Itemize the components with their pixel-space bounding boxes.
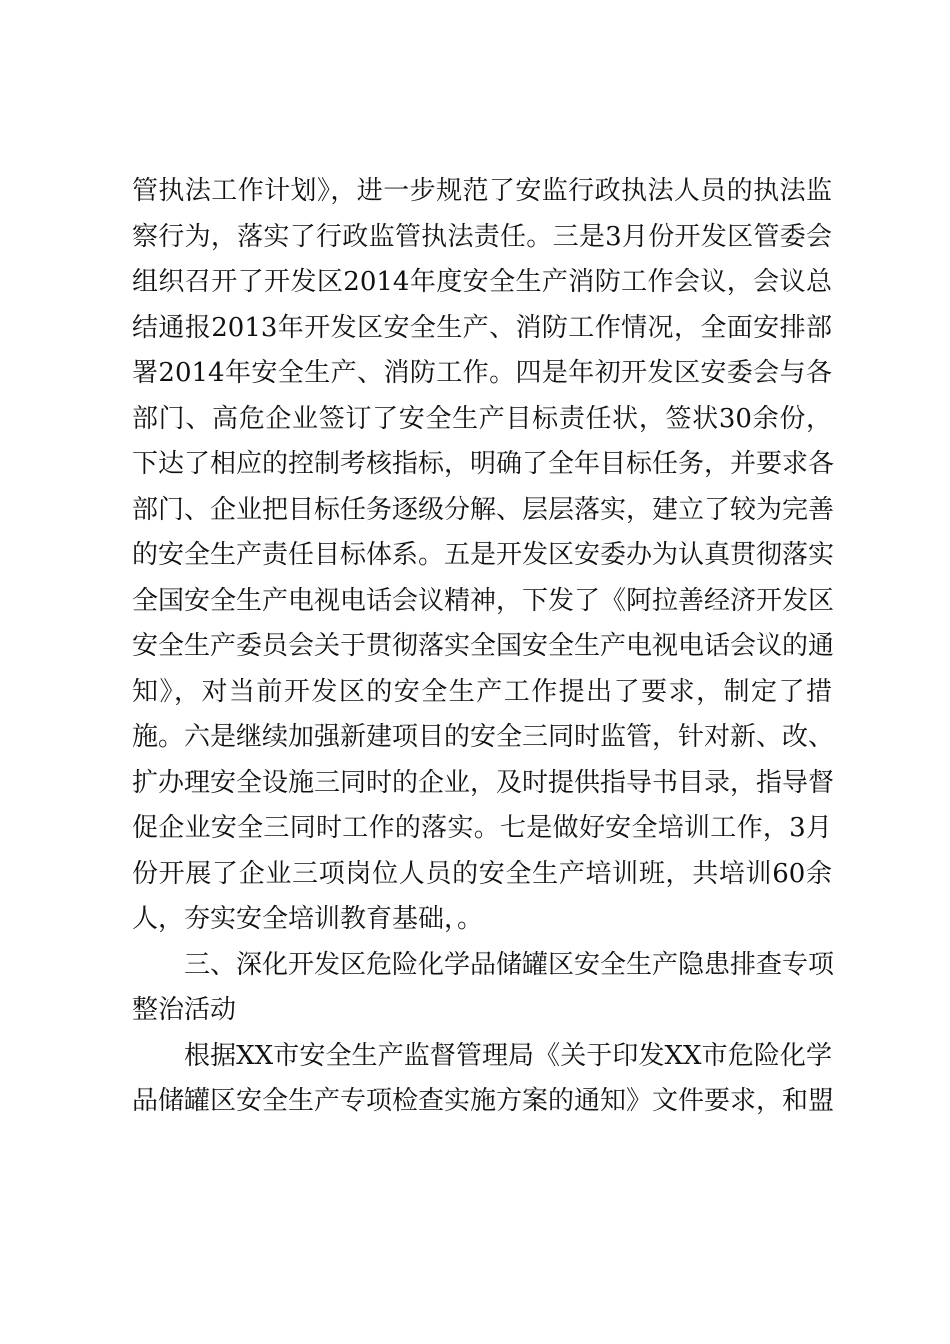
- text-line: 下达了相应的控制考核指标，明确了全年目标任务，并要求各: [132, 449, 835, 479]
- text-line: 署2014年安全生产、消防工作。四是年初开发区安委会与各: [132, 358, 832, 388]
- paragraph-basis: [132, 1034, 835, 1125]
- text-line: 知》，对当前开发区的安全生产工作提出了要求，制定了措: [132, 676, 832, 707]
- text-line: 人，夯实安全培训教育基础，。: [132, 904, 484, 934]
- heading-line: 三、深化开发区危险化学品储罐区安全生产隐患排查专项: [184, 949, 835, 980]
- heading-line: 整治活动: [132, 995, 237, 1025]
- text-line: 品储罐区安全生产专项检查实施方案的通知》文件要求，和盟: [132, 1086, 835, 1116]
- text-line: 安全生产委员会关于贯彻落实全国安全生产电视电话会议的通: [132, 631, 835, 661]
- text-line: 促企业安全三同时工作的落实。七是做好安全培训工作，3月: [132, 813, 832, 843]
- paragraph-work-summary: [132, 169, 835, 943]
- text-line: 扩办理安全设施三同时的企业，及时提供指导书目录，指导督: [132, 767, 835, 798]
- text-line: 组织召开了开发区2014年度安全生产消防工作会议，会议总: [132, 267, 832, 297]
- text-line: 的安全生产责任目标体系。五是开发区安委办为认真贯彻落实: [132, 540, 835, 570]
- text-line: 部门、高危企业签订了安全生产目标责任状，签状30余份，: [132, 403, 832, 434]
- text-line: 根据XX市安全生产监督管理局《关于印发XX市危险化学: [184, 1040, 832, 1071]
- text-line: 施。六是继续加强新建项目的安全三同时监管，针对新、改、: [132, 722, 835, 752]
- document-body: [132, 169, 835, 1125]
- text-line: 管执法工作计划》，进一步规范了安监行政执法人员的执法监: [132, 176, 832, 206]
- text-line: 部门、企业把目标任务逐级分解、层层落实，建立了较为完善: [132, 494, 835, 525]
- section-heading: [132, 943, 835, 1034]
- text-line: 察行为，落实了行政监管执法责任。三是3月份开发区管委会: [132, 221, 832, 252]
- text-line: 份开展了企业三项岗位人员的安全生产培训班，共培训60余: [132, 858, 832, 889]
- text-line: 全国安全生产电视电话会议精神，下发了《阿拉善经济开发区: [132, 585, 835, 616]
- text-line: 结通报2013年开发区安全生产、消防工作情况，全面安排部: [132, 312, 832, 343]
